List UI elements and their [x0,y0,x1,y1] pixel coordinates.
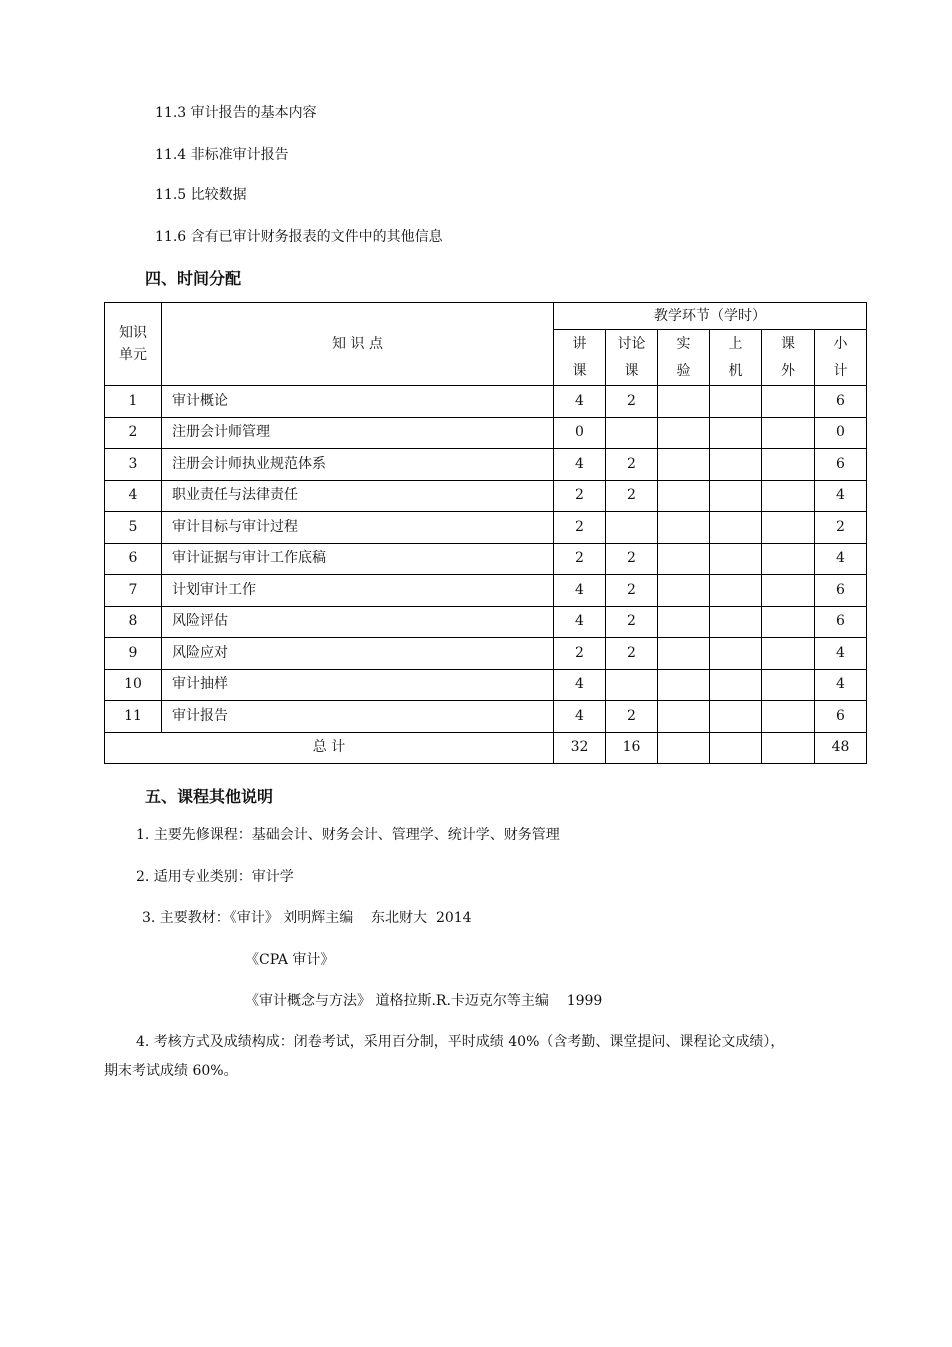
cell-extra [762,575,815,607]
table-row [105,543,867,575]
cell-discussion: 2 [606,638,658,670]
header-teaching-sessions: 教学环节（学时） [554,303,867,330]
cell-computer [710,480,762,512]
note-assessment-cont: 期末考试成绩 60%。 [104,1063,238,1079]
cell-unit: 4 [105,480,162,512]
table-row [105,638,867,670]
cell-topic: 注册会计师执业规范体系 [162,449,554,481]
cell-discussion [606,512,658,544]
cell-unit: 9 [105,638,162,670]
cell-subtotal: 6 [815,386,867,418]
cell-discussion: 2 [606,543,658,575]
cell-subtotal: 0 [815,417,867,449]
cell-lecture: 0 [554,417,606,449]
cell-lecture: 2 [554,638,606,670]
cell-total-computer [710,732,762,763]
cell-discussion: 2 [606,449,658,481]
cell-discussion [606,669,658,701]
cell-extra [762,417,815,449]
cell-unit: 10 [105,669,162,701]
section-heading-time-allocation: 四、时间分配 [145,269,242,288]
cell-unit: 7 [105,575,162,607]
cell-unit: 1 [105,386,162,418]
cell-subtotal: 4 [815,543,867,575]
cell-computer [710,386,762,418]
cell-discussion [606,417,658,449]
chapter-item: 11.3 审计报告的基本内容 [155,105,317,121]
cell-discussion: 2 [606,606,658,638]
cell-extra [762,449,815,481]
cell-computer [710,449,762,481]
table-row [105,480,867,512]
chapter-item: 11.5 比较数据 [155,187,247,203]
cell-lab [658,512,710,544]
cell-total-discussion: 16 [606,732,658,763]
cell-lab [658,669,710,701]
cell-extra [762,606,815,638]
cell-subtotal: 6 [815,701,867,733]
cell-lecture: 4 [554,669,606,701]
header-lecture: 讲 课 [554,330,606,386]
cell-topic: 审计抽样 [162,669,554,701]
cell-subtotal: 6 [815,606,867,638]
chapter-item: 11.6 含有已审计财务报表的文件中的其他信息 [155,229,443,245]
cell-discussion: 2 [606,575,658,607]
cell-lab [658,480,710,512]
cell-topic: 风险评估 [162,606,554,638]
cell-total-lab [658,732,710,763]
cell-extra [762,669,815,701]
cell-total-label: 总 计 [105,732,554,763]
cell-subtotal: 4 [815,480,867,512]
cell-lecture: 4 [554,575,606,607]
cell-lab [658,701,710,733]
cell-subtotal: 6 [815,449,867,481]
cell-computer [710,575,762,607]
cell-lab [658,575,710,607]
header-lab: 实 验 [658,330,710,386]
cell-extra [762,543,815,575]
cell-extra [762,701,815,733]
cell-lab [658,386,710,418]
cell-lecture: 2 [554,480,606,512]
chapter-item: 11.4 非标准审计报告 [155,147,289,163]
cell-extra [762,480,815,512]
cell-subtotal: 2 [815,512,867,544]
cell-unit: 3 [105,449,162,481]
cell-extra [762,512,815,544]
cell-topic: 计划审计工作 [162,575,554,607]
cell-computer [710,512,762,544]
cell-computer [710,638,762,670]
note-prerequisites: 1. 主要先修课程：基础会计、财务会计、管理学、统计学、财务管理 [136,827,560,843]
table-row [105,669,867,701]
table-row [105,575,867,607]
cell-topic: 审计目标与审计过程 [162,512,554,544]
cell-lab [658,417,710,449]
header-subtotal: 小 计 [815,330,867,386]
table-row [105,417,867,449]
table-row [105,449,867,481]
note-assessment: 4. 考核方式及成绩构成：闭卷考试，采用百分制，平时成绩 40%（含考勤、课堂提问、课程论文成绩）， [136,1034,785,1050]
cell-unit: 11 [105,701,162,733]
cell-lecture: 4 [554,701,606,733]
table-row [105,701,867,733]
cell-subtotal: 4 [815,638,867,670]
cell-total-subtotal: 48 [815,732,867,763]
header-extracurricular: 课 外 [762,330,815,386]
cell-lab [658,606,710,638]
cell-lab [658,638,710,670]
note-textbook-cpa: 《CPA 审计》 [245,952,335,968]
cell-total-extra [762,732,815,763]
cell-discussion: 2 [606,386,658,418]
cell-lab [658,449,710,481]
note-applicable-majors: 2. 适用专业类别：审计学 [136,869,294,885]
cell-lecture: 2 [554,512,606,544]
table-row [105,386,867,418]
cell-lecture: 4 [554,449,606,481]
section-heading-other-notes: 五、课程其他说明 [145,787,274,806]
cell-computer [710,606,762,638]
cell-computer [710,543,762,575]
cell-lecture: 2 [554,543,606,575]
cell-topic: 审计证据与审计工作底稿 [162,543,554,575]
time-allocation-table [104,302,867,764]
cell-unit: 6 [105,543,162,575]
cell-subtotal: 6 [815,575,867,607]
cell-computer [710,701,762,733]
table-row [105,512,867,544]
cell-lecture: 4 [554,606,606,638]
cell-computer [710,417,762,449]
cell-lecture: 4 [554,386,606,418]
note-textbooks: 3. 主要教材：《审计》 刘明辉主编 东北财大 2014 [142,910,472,926]
cell-extra [762,638,815,670]
cell-discussion: 2 [606,480,658,512]
cell-extra [762,386,815,418]
cell-topic: 审计报告 [162,701,554,733]
cell-unit: 2 [105,417,162,449]
header-discussion: 讨论 课 [606,330,658,386]
cell-topic: 职业责任与法律责任 [162,480,554,512]
cell-unit: 5 [105,512,162,544]
cell-total-lecture: 32 [554,732,606,763]
table-row [105,606,867,638]
cell-topic: 审计概论 [162,386,554,418]
cell-unit: 8 [105,606,162,638]
cell-topic: 注册会计师管理 [162,417,554,449]
header-knowledge-unit: 知识 单元 [105,303,162,386]
table-total-row [105,732,867,763]
cell-computer [710,669,762,701]
cell-topic: 风险应对 [162,638,554,670]
cell-lab [658,543,710,575]
cell-discussion: 2 [606,701,658,733]
header-computer: 上 机 [710,330,762,386]
cell-subtotal: 4 [815,669,867,701]
note-textbook-concepts: 《审计概念与方法》 道格拉斯.R.卡迈克尔等主编 1999 [245,993,603,1009]
header-knowledge-point: 知 识 点 [162,303,554,386]
